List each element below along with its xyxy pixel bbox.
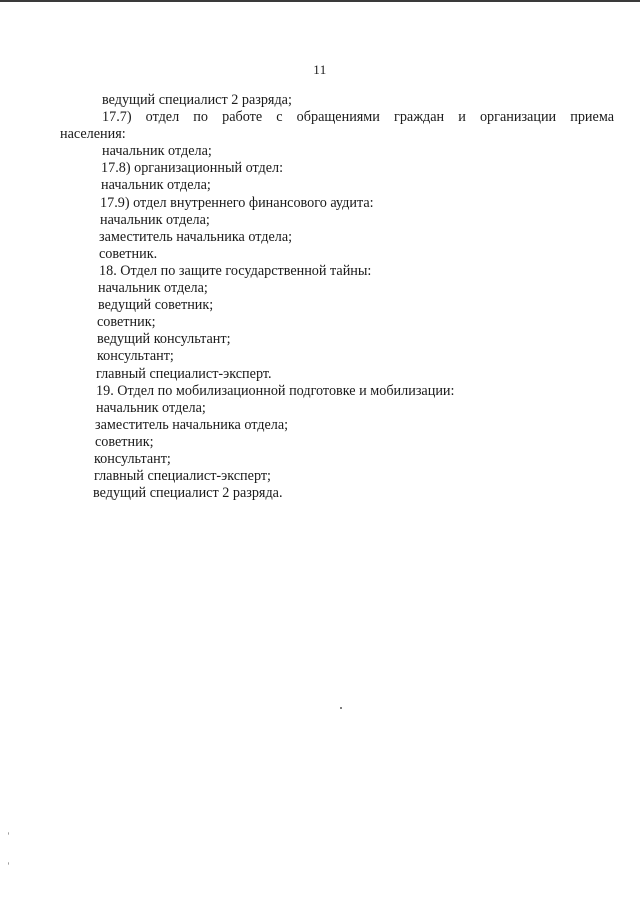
text-line: 17.7) отдел по работе с обращениями граждан и организации приема (102, 109, 614, 126)
text-line: начальник отдела; (100, 211, 210, 228)
scan-speck (8, 862, 9, 865)
text-line: населения: (60, 126, 126, 143)
text-line: главный специалист-эксперт; (94, 468, 271, 485)
text-line: заместитель начальника отдела; (95, 416, 289, 433)
scan-speck (340, 707, 342, 709)
text-line: ведущий советник; (98, 297, 214, 314)
text-line: консультант; (97, 348, 174, 365)
text-line: советник. (99, 245, 158, 262)
text-line: начальник отдела; (96, 399, 206, 416)
text-line: заместитель начальника отдела; (99, 228, 293, 245)
text-line: начальник отдела; (98, 280, 208, 297)
text-line: ведущий специалист 2 разряда. (93, 485, 283, 502)
text-line: консультант; (94, 450, 171, 467)
text-line: 17.9) отдел внутреннего финансового аудита: (100, 194, 374, 211)
text-line: ведущий консультант; (97, 331, 231, 348)
text-line: советник; (95, 433, 154, 450)
scan-speck (8, 832, 9, 835)
text-line: 19. Отдел по мобилизационной подготовке и мобилизации: (96, 382, 455, 399)
document-body (62, 92, 614, 502)
text-line: 18. Отдел по защите государственной тайны: (99, 262, 372, 279)
text-line: 17.8) организационный отдел: (101, 160, 284, 177)
text-line: начальник отдела; (101, 177, 211, 194)
text-line: советник; (97, 314, 156, 331)
text-line: начальник отдела; (102, 143, 212, 160)
page-number: 11 (313, 62, 327, 77)
text-line: ведущий специалист 2 разряда; (102, 92, 292, 108)
text-line: главный специалист-эксперт. (96, 365, 272, 382)
